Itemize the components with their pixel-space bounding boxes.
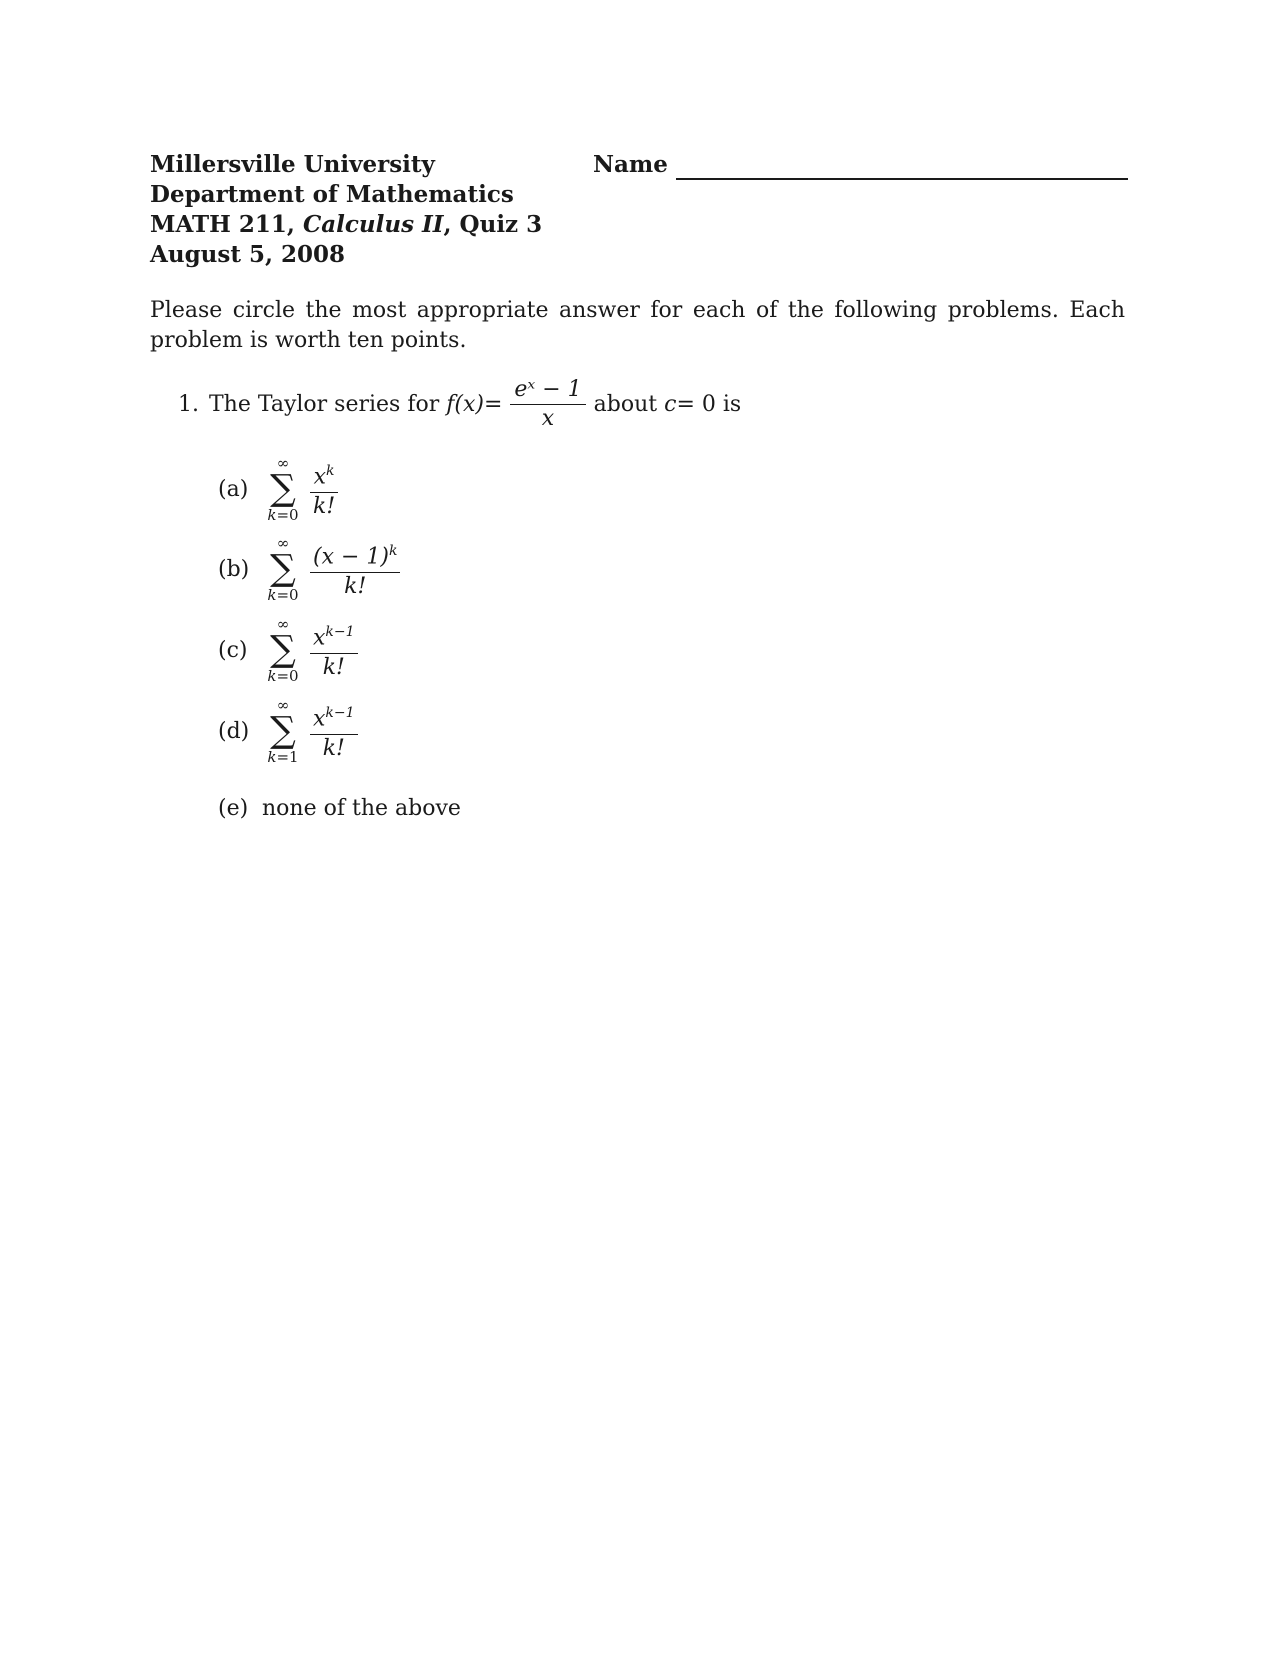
sum-lower-limit: k=0 (267, 506, 299, 524)
question-fraction (510, 376, 585, 433)
question-1 (178, 376, 741, 433)
course-line (150, 210, 542, 240)
question-text-after: about (593, 392, 658, 417)
name-label: Name (593, 151, 668, 178)
question-center-var: c (664, 392, 677, 417)
option-b[interactable] (218, 535, 400, 603)
course-title: Calculus II (302, 211, 444, 238)
option-d[interactable] (218, 697, 358, 765)
sum-lower-limit: k=1 (267, 748, 299, 766)
question-equals: = (483, 392, 503, 417)
sum-upper-limit: ∞ (276, 534, 290, 552)
option-label: (c) (218, 637, 248, 663)
quiz-date: August 5, 2008 (150, 241, 345, 268)
sum-lower-limit: k=0 (267, 586, 299, 604)
option-numerator: $x^{k-1}$ (313, 705, 355, 732)
option-label: (a) (218, 476, 249, 502)
option-a[interactable] (218, 455, 338, 523)
option-c[interactable] (218, 616, 358, 684)
option-denominator: k! (322, 654, 345, 680)
course-prefix: MATH 211, (150, 211, 303, 238)
summation (262, 455, 304, 523)
sigma-icon: ∑ (270, 468, 296, 509)
option-label: (d) (218, 718, 250, 744)
summation (262, 616, 304, 684)
sum-upper-limit: ∞ (276, 696, 290, 714)
sigma-icon: ∑ (270, 629, 296, 670)
option-denominator: k! (313, 493, 336, 519)
name-blank-line (676, 150, 1128, 180)
option-fraction (310, 537, 400, 600)
question-center-rest: = 0 is (676, 392, 742, 417)
option-fraction (310, 457, 338, 520)
instructions: Please circle the most appropriate answer for each of the following problems. Each problem is worth ten points. (150, 298, 1125, 353)
question-number: 1. (178, 392, 199, 417)
option-denominator: k! (322, 735, 345, 761)
option-numerator: $x^{k-1}$ (313, 624, 355, 651)
fraction-denominator: x (541, 406, 555, 431)
option-denominator: k! (344, 573, 367, 599)
question-function: f(x) (446, 392, 484, 417)
option-fraction (310, 618, 358, 681)
name-field-block (593, 150, 1128, 180)
option-numerator: $x^k$ (313, 463, 335, 490)
sum-upper-limit: ∞ (276, 615, 290, 633)
option-e[interactable] (218, 796, 461, 821)
option-text: none of the above (262, 796, 461, 821)
option-fraction (310, 699, 358, 762)
option-numerator: $(x - 1)^k$ (313, 543, 398, 570)
sigma-icon: ∑ (270, 548, 296, 589)
summation (262, 697, 304, 765)
option-label: (e) (218, 796, 249, 821)
sum-upper-limit: ∞ (276, 454, 290, 472)
department-name: Department of Mathematics (150, 181, 514, 208)
header-block (150, 150, 542, 270)
summation (262, 535, 304, 603)
question-text-before: The Taylor series for (209, 392, 440, 417)
course-suffix: , Quiz 3 (443, 211, 543, 238)
sum-lower-limit: k=0 (267, 667, 299, 685)
option-label: (b) (218, 556, 250, 582)
sigma-icon: ∑ (270, 710, 296, 751)
fraction-numerator: eˣ − 1 (514, 377, 582, 402)
university-name: Millersville University (150, 151, 435, 178)
